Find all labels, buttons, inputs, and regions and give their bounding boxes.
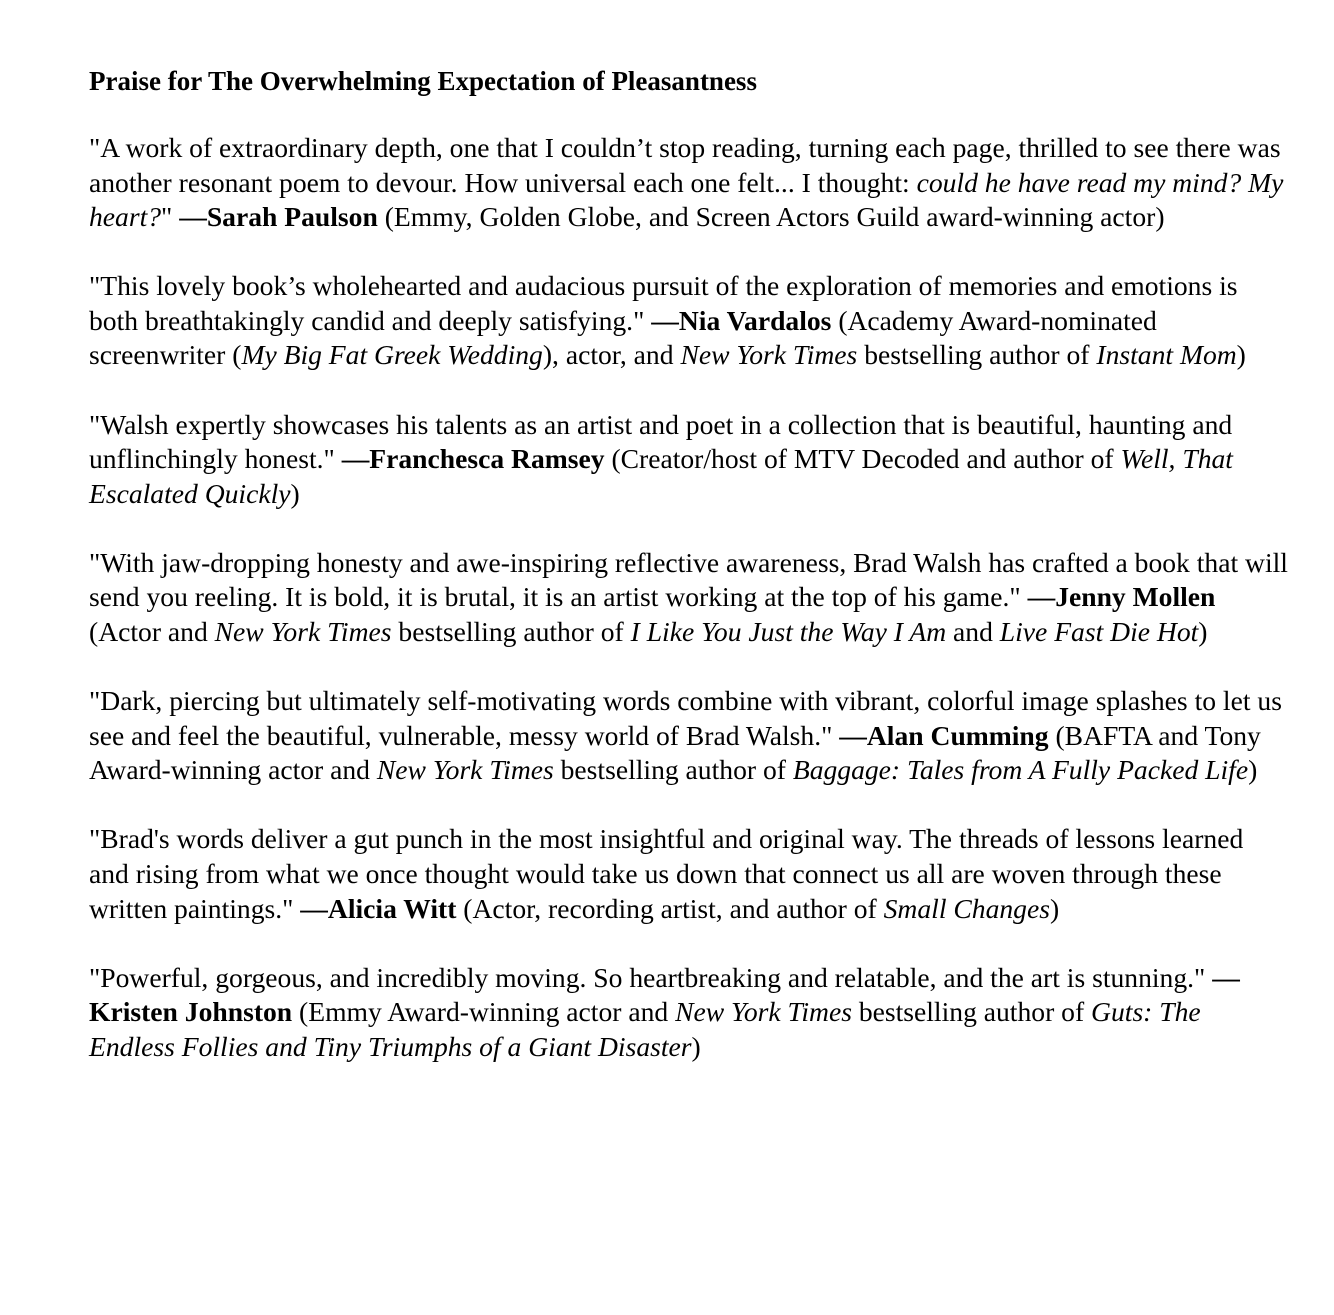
credential-text: )	[290, 477, 300, 509]
credential-text: ), actor, and	[542, 339, 681, 371]
blurb-jenny-mollen	[89, 546, 1289, 650]
book-title: I Like You Just the Way I Am	[630, 616, 947, 648]
blurb-alicia-witt	[89, 822, 1289, 926]
publication-title: New York Times	[214, 616, 392, 648]
author-name: —Sarah Paulson	[179, 201, 378, 233]
blurb-kristen-johnston	[89, 961, 1289, 1065]
quote-text: "Dark, piercing but ultimately self-motivating words combine with vibrant, colorful image splashes to let us see and feel the beautiful, vulnerable, messy world of Brad Walsh."	[89, 685, 1282, 751]
blurb-franchesca-ramsey	[89, 408, 1289, 512]
book-title: Baggage: Tales from A Fully Packed Life	[792, 754, 1249, 786]
publication-title: New York Times	[376, 754, 554, 786]
credential-text: )	[1248, 754, 1258, 786]
book-title: Small Changes	[883, 892, 1050, 924]
quote-text: "Walsh expertly showcases his talents as an artist and poet in a collection that is beautiful, haunting and unflinchingly honest."	[89, 408, 1233, 475]
credential-text: )	[1236, 339, 1246, 371]
quote-text: "This lovely book’s wholehearted and audacious pursuit of the exploration of memories and emotions is both breathtakingly candid and deeply satisfying."	[89, 270, 1238, 336]
credential-text: bestselling author of	[857, 339, 1097, 371]
author-name: —Kristen Johnston	[89, 961, 1240, 1028]
credential-text: (Emmy Award-winning actor and	[292, 996, 676, 1028]
credential-text: and	[946, 616, 1000, 648]
book-title: Well, That Escalated Quickly	[89, 443, 1233, 509]
credential-text: )	[1049, 892, 1060, 924]
publication-title: New York Times	[675, 996, 852, 1028]
credential-text: (Actor, recording artist, and author of	[456, 892, 884, 924]
credential-text: bestselling author of	[391, 616, 631, 648]
quote-text: "A work of extraordinary depth, one that I couldn’t stop reading, turning each page, thrilled to see there was another resonant poem to devour. How universal each one felt... I thought:	[89, 132, 1281, 198]
author-name: —Nia Vardalos	[651, 304, 832, 336]
page-title: Praise for The Overwhelming Expectation of Pleasantness	[89, 66, 757, 96]
publication-title: New York Times	[680, 339, 858, 371]
quote-text: "	[161, 201, 180, 233]
quote-text: "Powerful, gorgeous, and incredibly moving. So heartbreaking and relatable, and the art is stunning."	[89, 961, 1213, 993]
credential-text: (Creator/host of MTV Decoded and author of	[604, 443, 1121, 475]
book-title: Guts: The Endless Follies and Tiny Triumphs of a Giant Disaster	[89, 996, 1201, 1062]
quote-italic: could he have read my mind? My heart?	[89, 166, 1284, 233]
credential-text: bestselling author of	[851, 996, 1092, 1028]
blurb-nia-vardalos	[89, 269, 1289, 373]
credential-text: bestselling author of	[553, 754, 793, 786]
book-title: Instant Mom	[1096, 339, 1237, 371]
blurb-sarah-paulson	[89, 131, 1289, 235]
credential-text: )	[1198, 616, 1208, 648]
author-name: —Alicia Witt	[300, 892, 457, 924]
author-name: —Alan Cumming	[839, 719, 1049, 751]
credential-text: )	[691, 1030, 701, 1062]
quote-text: "Brad's words deliver a gut punch in the most insightful and original way. The threads of lessons learned and rising from what we once thought would take us down that connect us all are woven through these written paintings."	[89, 823, 1244, 924]
blurb-alan-cumming	[89, 684, 1289, 788]
author-name: —Jenny Mollen	[1027, 581, 1216, 613]
credential-text: (BAFTA and Tony Award-winning actor and	[89, 719, 1261, 786]
credential-text: (Actor and	[89, 616, 215, 648]
book-title: My Big Fat Greek Wedding	[241, 339, 543, 371]
credential-text: (Emmy, Golden Globe, and Screen Actors Guild award-winning actor)	[377, 201, 1165, 233]
document-page	[89, 62, 1289, 1099]
quote-text: "With jaw-dropping honesty and awe-inspiring reflective awareness, Brad Walsh has crafted a book that will send you reeling. It is bold, it is brutal, it is an artist working at the top of his game."	[89, 546, 1288, 613]
author-name: —Franchesca Ramsey	[341, 443, 605, 475]
credential-text: (Academy Award-nominated screenwriter (	[89, 304, 1157, 371]
book-title: Live Fast Die Hot	[999, 616, 1199, 648]
